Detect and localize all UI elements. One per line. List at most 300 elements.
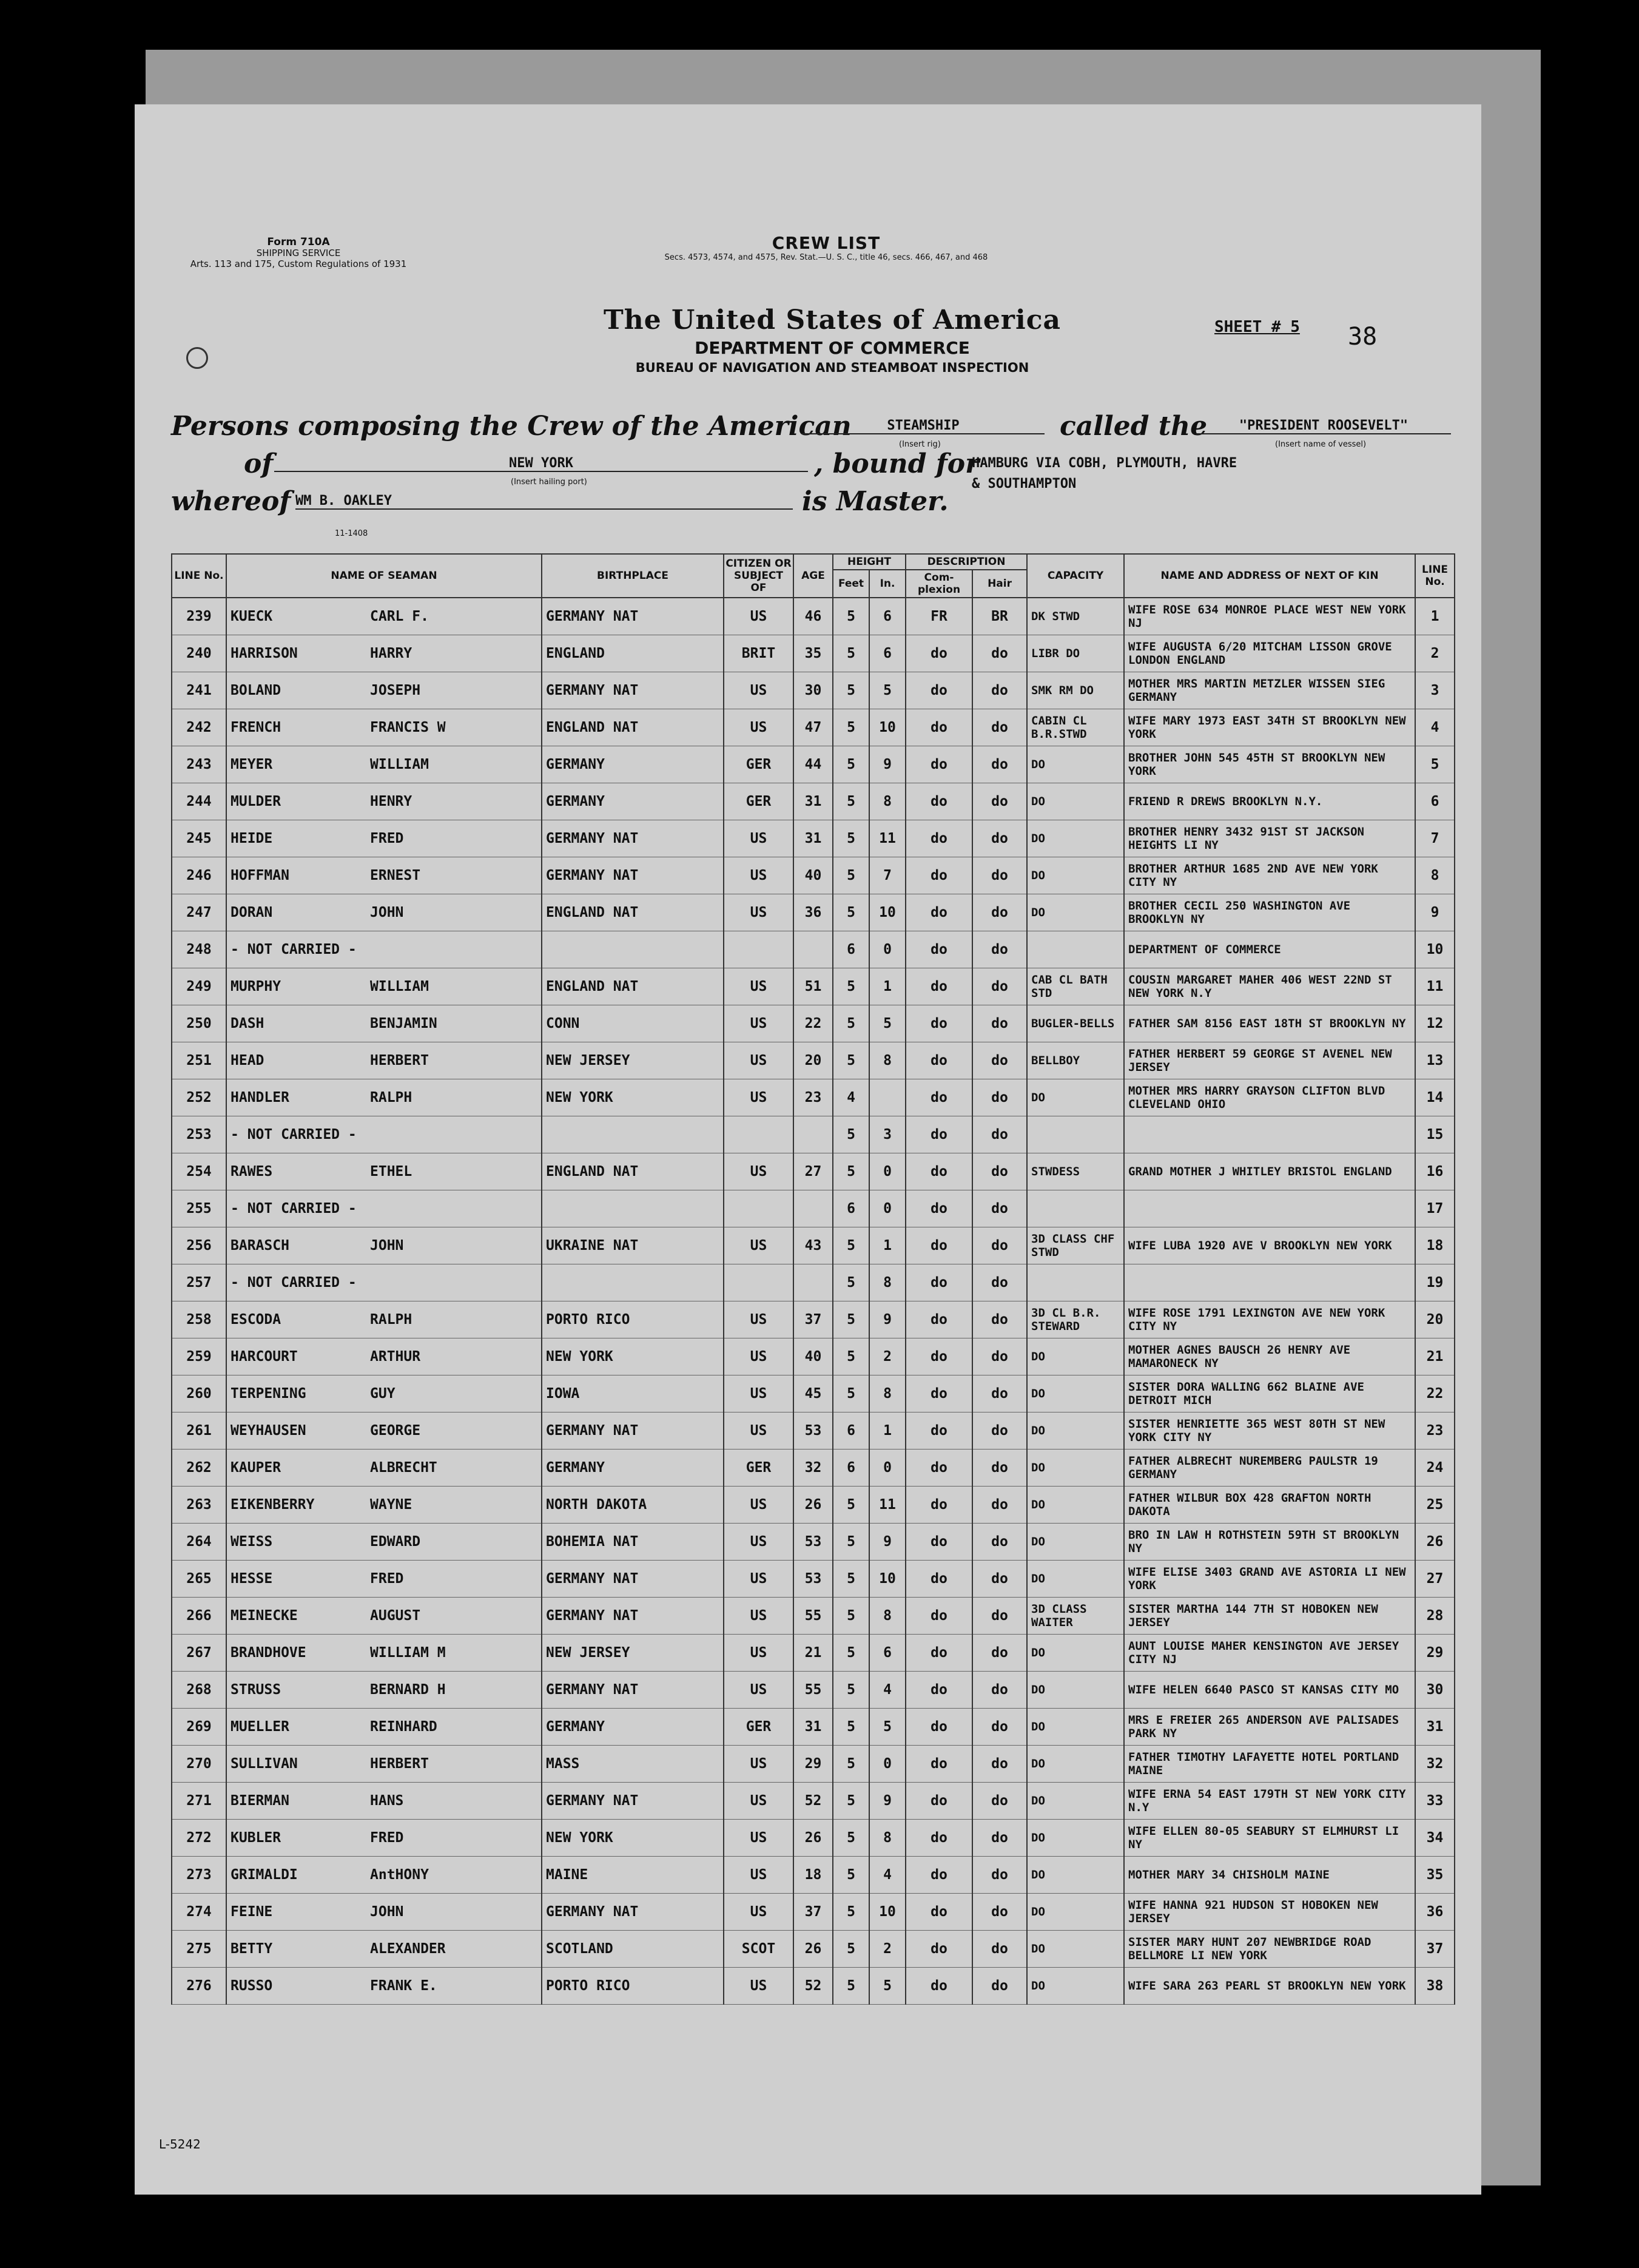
table-row <box>172 1857 1455 1894</box>
first-name: CARL F. <box>370 609 429 624</box>
cell-in: 6 <box>869 598 906 635</box>
cell-hair: do <box>972 1301 1027 1338</box>
col-citizen: CITIZEN OR SUBJECT OF <box>724 554 793 598</box>
first-name: JOHN <box>370 1238 404 1254</box>
cell-line: 14 <box>1415 1079 1455 1116</box>
cell-age: 26 <box>793 1487 833 1524</box>
cell-comp: do <box>906 1005 972 1042</box>
cell-kin: FATHER WILBUR BOX 428 GRAFTON NORTH DAKOTA <box>1124 1487 1415 1524</box>
cell-comp: do <box>906 931 972 968</box>
cell-hair: do <box>972 1190 1027 1227</box>
cell-age: 32 <box>793 1450 833 1487</box>
cell-in: 8 <box>869 1598 906 1635</box>
cell-no: 274 <box>172 1894 226 1931</box>
cell-in: 0 <box>869 1450 906 1487</box>
cell-birth: MAINE <box>542 1857 724 1894</box>
seaman-name <box>226 1116 542 1153</box>
cell-no: 244 <box>172 783 226 820</box>
cell-age: 40 <box>793 857 833 894</box>
cell-comp: do <box>906 1783 972 1820</box>
first-name: HANS <box>370 1793 404 1809</box>
cell-ft: 5 <box>833 1524 869 1561</box>
seaman-name <box>226 709 542 746</box>
cell-cap: BUGLER-BELLS <box>1027 1005 1124 1042</box>
cell-age: 53 <box>793 1524 833 1561</box>
cell-kin: FATHER ALBRECHT NUREMBERG PAULSTR 19 GERMANY <box>1124 1450 1415 1487</box>
cell-birth: MASS <box>542 1746 724 1783</box>
first-name: WAYNE <box>370 1497 412 1513</box>
cell-kin: FATHER SAM 8156 EAST 18TH ST BROOKLYN NY <box>1124 1005 1415 1042</box>
cell-in: 11 <box>869 1487 906 1524</box>
cell-hair: do <box>972 1561 1027 1598</box>
cell-kin: SISTER MARY HUNT 207 NEWBRIDGE ROAD BELLMORE LI NEW YORK <box>1124 1931 1415 1968</box>
cell-ft: 5 <box>833 1857 869 1894</box>
cell-age: 30 <box>793 672 833 709</box>
sheet-number: 38 <box>1348 323 1378 351</box>
cell-line: 37 <box>1415 1931 1455 1968</box>
cell-age <box>793 931 833 968</box>
first-name: AntHONY <box>370 1867 429 1883</box>
cell-cit: US <box>724 1746 793 1783</box>
cell-cap <box>1027 1116 1124 1153</box>
cell-hair: do <box>972 1116 1027 1153</box>
cell-in: 5 <box>869 1968 906 2005</box>
table-row <box>172 672 1455 709</box>
cell-comp: do <box>906 1190 972 1227</box>
cell-hair: do <box>972 931 1027 968</box>
cell-no: 262 <box>172 1450 226 1487</box>
table-row <box>172 1301 1455 1338</box>
hailing-port: NEW YORK <box>274 456 808 472</box>
cell-ft: 5 <box>833 820 869 857</box>
col-name: NAME OF SEAMAN <box>226 554 542 598</box>
cell-age: 20 <box>793 1042 833 1079</box>
cell-line: 32 <box>1415 1746 1455 1783</box>
cell-ft: 5 <box>833 1301 869 1338</box>
cell-ft: 5 <box>833 709 869 746</box>
first-name: FRED <box>370 1830 404 1846</box>
cell-cit: US <box>724 1561 793 1598</box>
cell-line: 34 <box>1415 1820 1455 1857</box>
cell-hair: do <box>972 746 1027 783</box>
punch-hole <box>186 347 208 369</box>
cell-no: 246 <box>172 857 226 894</box>
cell-hair: do <box>972 1264 1027 1301</box>
table-row <box>172 931 1455 968</box>
sheet-label: SHEET # 5 <box>1214 318 1300 336</box>
cell-cap: CABIN CL B.R.STWD <box>1027 709 1124 746</box>
cell-kin: AUNT LOUISE MAHER KENSINGTON AVE JERSEY CITY NJ <box>1124 1635 1415 1672</box>
cell-cit: US <box>724 1598 793 1635</box>
cell-ft: 5 <box>833 1598 869 1635</box>
cell-cap: DO <box>1027 820 1124 857</box>
cell-kin: MOTHER MRS MARTIN METZLER WISSEN SIEG GERMANY <box>1124 672 1415 709</box>
table-row <box>172 1931 1455 1968</box>
seaman-name <box>226 1301 542 1338</box>
last-name: - NOT CARRIED - <box>231 942 357 957</box>
cell-cap: DO <box>1027 857 1124 894</box>
crew-rows <box>172 598 1455 2005</box>
cell-in: 0 <box>869 931 906 968</box>
cell-cap: DO <box>1027 1746 1124 1783</box>
cell-line: 36 <box>1415 1894 1455 1931</box>
table-row <box>172 968 1455 1005</box>
cell-kin: GRAND MOTHER J WHITLEY BRISTOL ENGLAND <box>1124 1153 1415 1190</box>
cell-ft: 5 <box>833 1783 869 1820</box>
cell-ft: 5 <box>833 968 869 1005</box>
cell-hair: do <box>972 1005 1027 1042</box>
seaman-name <box>226 820 542 857</box>
cell-comp: do <box>906 1042 972 1079</box>
cell-cit: US <box>724 1375 793 1412</box>
cell-kin: FRIEND R DREWS BROOKLYN N.Y. <box>1124 783 1415 820</box>
table-row <box>172 1338 1455 1375</box>
cell-cap: CAB CL BATH STD <box>1027 968 1124 1005</box>
last-name: HOFFMAN <box>231 868 289 883</box>
cell-hair: do <box>972 1894 1027 1931</box>
seaman-name <box>226 1005 542 1042</box>
cell-cap: DO <box>1027 1450 1124 1487</box>
bound-for-label: , bound for <box>814 448 980 479</box>
footer-code: L-5242 <box>159 2137 201 2152</box>
cell-cit: US <box>724 598 793 635</box>
table-row <box>172 1153 1455 1190</box>
cell-ft: 5 <box>833 1338 869 1375</box>
cell-no: 239 <box>172 598 226 635</box>
seaman-name <box>226 1412 542 1450</box>
seaman-name <box>226 746 542 783</box>
cell-in: 1 <box>869 1227 906 1264</box>
seaman-name <box>226 968 542 1005</box>
table-row <box>172 1672 1455 1709</box>
form-identifier <box>171 237 426 269</box>
cell-no: 254 <box>172 1153 226 1190</box>
cell-kin: WIFE ROSE 634 MONROE PLACE WEST NEW YORK NJ <box>1124 598 1415 635</box>
last-name: HESSE <box>231 1571 273 1587</box>
seaman-name <box>226 1079 542 1116</box>
cell-cap <box>1027 931 1124 968</box>
cell-comp: FR <box>906 598 972 635</box>
cell-cap: DO <box>1027 1487 1124 1524</box>
cell-in: 0 <box>869 1190 906 1227</box>
last-name: MURPHY <box>231 979 281 994</box>
cell-ft: 5 <box>833 1561 869 1598</box>
cell-birth: BOHEMIA NAT <box>542 1524 724 1561</box>
rig-hint: (Insert rig) <box>899 440 941 449</box>
seaman-name <box>226 1672 542 1709</box>
bureau-title: BUREAU OF NAVIGATION AND STEAMBOAT INSPECTION <box>635 360 1029 375</box>
cell-in: 2 <box>869 1338 906 1375</box>
cell-birth: GERMANY NAT <box>542 1561 724 1598</box>
cell-line: 1 <box>1415 598 1455 635</box>
cell-comp: do <box>906 1672 972 1709</box>
cell-kin <box>1124 1264 1415 1301</box>
last-name: - NOT CARRIED - <box>231 1275 357 1291</box>
seaman-name <box>226 1894 542 1931</box>
cell-no: 249 <box>172 968 226 1005</box>
cell-in: 5 <box>869 1709 906 1746</box>
cell-cit: US <box>724 1005 793 1042</box>
cell-comp: do <box>906 672 972 709</box>
first-name: JOHN <box>370 905 404 920</box>
cell-birth: ENGLAND NAT <box>542 709 724 746</box>
cell-birth: GERMANY NAT <box>542 857 724 894</box>
cell-line: 5 <box>1415 746 1455 783</box>
cell-ft: 5 <box>833 1042 869 1079</box>
destination-line-2: & SOUTHAMPTON <box>972 476 1077 491</box>
cell-line: 13 <box>1415 1042 1455 1079</box>
cell-in: 8 <box>869 783 906 820</box>
seaman-name <box>226 1264 542 1301</box>
cell-no: 261 <box>172 1412 226 1450</box>
crew-list-heading: CREW LIST <box>772 233 881 253</box>
cell-birth <box>542 1264 724 1301</box>
cell-cit: US <box>724 1894 793 1931</box>
cell-comp: do <box>906 1968 972 2005</box>
form-articles: Arts. 113 and 175, Custom Regulations of 1931 <box>190 258 407 269</box>
cell-cap: DO <box>1027 1524 1124 1561</box>
cell-cit: SCOT <box>724 1931 793 1968</box>
cell-comp: do <box>906 857 972 894</box>
form-service: SHIPPING SERVICE <box>256 248 341 258</box>
last-name: HEIDE <box>231 831 273 846</box>
cell-no: 247 <box>172 894 226 931</box>
cell-birth: NEW YORK <box>542 1338 724 1375</box>
cell-hair: do <box>972 1931 1027 1968</box>
cell-no: 267 <box>172 1635 226 1672</box>
seaman-name <box>226 1968 542 2005</box>
last-name: - NOT CARRIED - <box>231 1201 357 1217</box>
seaman-name <box>226 1338 542 1375</box>
cell-no: 273 <box>172 1857 226 1894</box>
cell-no: 269 <box>172 1709 226 1746</box>
cell-in: 3 <box>869 1116 906 1153</box>
cell-age: 27 <box>793 1153 833 1190</box>
cell-birth: PORTO RICO <box>542 1968 724 2005</box>
cell-cap: DO <box>1027 894 1124 931</box>
first-name: ALEXANDER <box>370 1941 446 1957</box>
first-name: RALPH <box>370 1312 412 1328</box>
cell-no: 268 <box>172 1672 226 1709</box>
cell-comp: do <box>906 1931 972 1968</box>
cell-in: 6 <box>869 1635 906 1672</box>
cell-no: 251 <box>172 1042 226 1079</box>
cell-cit: US <box>724 1338 793 1375</box>
cell-cap: LIBR DO <box>1027 635 1124 672</box>
cell-in: 8 <box>869 1042 906 1079</box>
cell-birth: NEW JERSEY <box>542 1042 724 1079</box>
cell-cap: DO <box>1027 1412 1124 1450</box>
cell-age <box>793 1264 833 1301</box>
cell-no: 240 <box>172 635 226 672</box>
cell-hair: do <box>972 1375 1027 1412</box>
cell-line: 23 <box>1415 1412 1455 1450</box>
cell-line: 31 <box>1415 1709 1455 1746</box>
cell-cit: US <box>724 857 793 894</box>
seaman-name <box>226 1487 542 1524</box>
cell-cit: US <box>724 1857 793 1894</box>
cell-age: 26 <box>793 1820 833 1857</box>
last-name: - NOT CARRIED - <box>231 1127 357 1142</box>
cell-kin: MOTHER MARY 34 CHISHOLM MAINE <box>1124 1857 1415 1894</box>
seaman-name <box>226 1746 542 1783</box>
cell-kin: FATHER TIMOTHY LAFAYETTE HOTEL PORTLAND MAINE <box>1124 1746 1415 1783</box>
table-row <box>172 783 1455 820</box>
seaman-name <box>226 1820 542 1857</box>
table-row <box>172 1042 1455 1079</box>
cell-birth: GERMANY <box>542 1709 724 1746</box>
cell-line: 30 <box>1415 1672 1455 1709</box>
cell-comp: do <box>906 1375 972 1412</box>
cell-age: 29 <box>793 1746 833 1783</box>
cell-age: 36 <box>793 894 833 931</box>
cell-cit: GER <box>724 1709 793 1746</box>
crew-table <box>171 553 1455 2005</box>
cell-line: 19 <box>1415 1264 1455 1301</box>
cell-comp: do <box>906 635 972 672</box>
seaman-name <box>226 1561 542 1598</box>
cell-birth: GERMANY NAT <box>542 1672 724 1709</box>
cell-kin: WIFE ERNA 54 EAST 179TH ST NEW YORK CITY N.Y <box>1124 1783 1415 1820</box>
cell-comp: do <box>906 894 972 931</box>
last-name: HANDLER <box>231 1090 289 1105</box>
cell-comp: do <box>906 1709 972 1746</box>
cell-comp: do <box>906 1301 972 1338</box>
table-row <box>172 709 1455 746</box>
cell-age: 43 <box>793 1227 833 1264</box>
cell-comp: do <box>906 1338 972 1375</box>
cell-ft: 5 <box>833 672 869 709</box>
cell-age: 52 <box>793 1968 833 2005</box>
last-name: ESCODA <box>231 1312 281 1328</box>
cell-birth: GERMANY NAT <box>542 1412 724 1450</box>
cell-birth: GERMANY NAT <box>542 820 724 857</box>
vessel-hint: (Insert name of vessel) <box>1275 440 1367 449</box>
cell-cap: BELLBOY <box>1027 1042 1124 1079</box>
last-name: HARRISON <box>231 646 298 661</box>
first-name: HENRY <box>370 794 412 809</box>
cell-ft: 6 <box>833 1412 869 1450</box>
cell-line: 29 <box>1415 1635 1455 1672</box>
cell-no: 263 <box>172 1487 226 1524</box>
first-name: ARTHUR <box>370 1349 421 1365</box>
last-name: BIERMAN <box>231 1793 289 1809</box>
last-name: BRANDHOVE <box>231 1645 306 1661</box>
cell-age: 37 <box>793 1894 833 1931</box>
cell-no: 245 <box>172 820 226 857</box>
cell-no: 253 <box>172 1116 226 1153</box>
table-row <box>172 1487 1455 1524</box>
cell-cap: DK STWD <box>1027 598 1124 635</box>
cell-hair: do <box>972 1857 1027 1894</box>
cell-age <box>793 1116 833 1153</box>
cell-hair: do <box>972 1524 1027 1561</box>
cell-ft: 6 <box>833 1450 869 1487</box>
cell-comp: do <box>906 746 972 783</box>
seaman-name <box>226 635 542 672</box>
last-name: BOLAND <box>231 683 281 698</box>
col-inches: In. <box>869 570 906 598</box>
seaman-name <box>226 1931 542 1968</box>
cell-in: 9 <box>869 1783 906 1820</box>
cell-line: 12 <box>1415 1005 1455 1042</box>
first-name: FRED <box>370 1571 404 1587</box>
cell-line: 25 <box>1415 1487 1455 1524</box>
first-name: GUY <box>370 1386 395 1402</box>
cell-cap: DO <box>1027 1894 1124 1931</box>
cell-line: 9 <box>1415 894 1455 931</box>
cell-cit <box>724 1190 793 1227</box>
cell-in: 10 <box>869 709 906 746</box>
department-title: DEPARTMENT OF COMMERCE <box>695 338 970 358</box>
cell-cit: US <box>724 1968 793 2005</box>
cell-birth: NEW YORK <box>542 1079 724 1116</box>
cell-line: 27 <box>1415 1561 1455 1598</box>
cell-hair: do <box>972 820 1027 857</box>
cell-comp: do <box>906 1227 972 1264</box>
cell-birth: PORTO RICO <box>542 1301 724 1338</box>
table-row <box>172 598 1455 635</box>
seaman-name <box>226 1227 542 1264</box>
last-name: TERPENING <box>231 1386 306 1402</box>
cell-ft: 5 <box>833 783 869 820</box>
last-name: DASH <box>231 1016 264 1031</box>
cell-hair: do <box>972 1598 1027 1635</box>
table-row <box>172 1264 1455 1301</box>
cell-birth: CONN <box>542 1005 724 1042</box>
cell-cap: 3D CL B.R. STEWARD <box>1027 1301 1124 1338</box>
col-description: DESCRIPTION <box>906 554 1027 570</box>
last-name: FEINE <box>231 1904 273 1920</box>
cell-kin: BROTHER CECIL 250 WASHINGTON AVE BROOKLYN NY <box>1124 894 1415 931</box>
cell-kin: SISTER HENRIETTE 365 WEST 80TH ST NEW YORK CITY NY <box>1124 1412 1415 1450</box>
cell-cap: 3D CLASS WAITER <box>1027 1598 1124 1635</box>
first-name: FRANCIS W <box>370 720 446 735</box>
cell-ft: 5 <box>833 1709 869 1746</box>
cell-ft: 5 <box>833 1005 869 1042</box>
destination-line-1: HAMBURG VIA COBH, PLYMOUTH, HAVRE <box>972 456 1237 471</box>
cell-birth: SCOTLAND <box>542 1931 724 1968</box>
table-row <box>172 1561 1455 1598</box>
col-hair: Hair <box>972 570 1027 598</box>
cell-line: 20 <box>1415 1301 1455 1338</box>
last-name: KAUPER <box>231 1460 281 1476</box>
first-name: HERBERT <box>370 1756 429 1772</box>
first-name: RALPH <box>370 1090 412 1105</box>
table-row <box>172 1820 1455 1857</box>
cell-hair: do <box>972 1709 1027 1746</box>
cell-line: 16 <box>1415 1153 1455 1190</box>
cell-line: 22 <box>1415 1375 1455 1412</box>
cell-kin: BRO IN LAW H ROTHSTEIN 59TH ST BROOKLYN NY <box>1124 1524 1415 1561</box>
cell-no: 275 <box>172 1931 226 1968</box>
first-name: GEORGE <box>370 1423 421 1439</box>
cell-in: 6 <box>869 635 906 672</box>
cell-hair: do <box>972 1487 1027 1524</box>
cell-kin: BROTHER JOHN 545 45TH ST BROOKLYN NEW YORK <box>1124 746 1415 783</box>
cell-line: 26 <box>1415 1524 1455 1561</box>
cell-no: 243 <box>172 746 226 783</box>
cell-birth: UKRAINE NAT <box>542 1227 724 1264</box>
cell-comp: do <box>906 820 972 857</box>
cell-ft: 5 <box>833 1820 869 1857</box>
cell-age: 52 <box>793 1783 833 1820</box>
cell-no: 252 <box>172 1079 226 1116</box>
cell-hair: do <box>972 857 1027 894</box>
seaman-name <box>226 1857 542 1894</box>
cell-cap: DO <box>1027 1931 1124 1968</box>
table-row <box>172 1709 1455 1746</box>
